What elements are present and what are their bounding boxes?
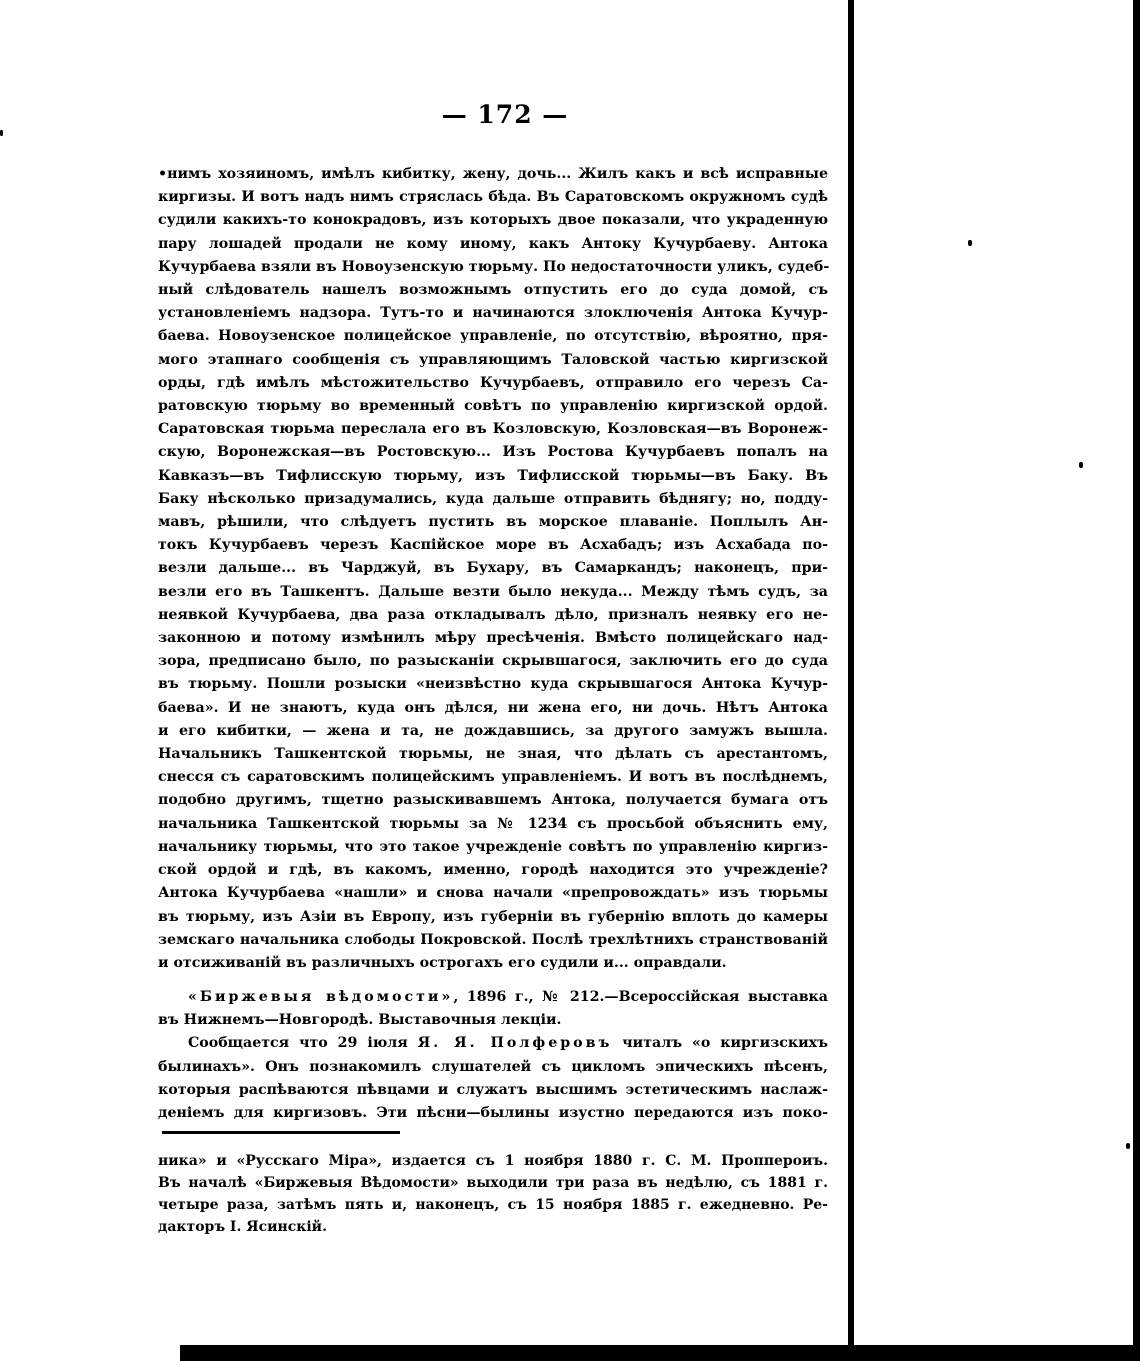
text-line: •нимъ хозяиномъ, имѣлъ кибитку, жену, дочь... Жилъ какъ и всѣ исправные xyxy=(158,166,828,182)
text-line: Начальникъ Ташкентской тюрьмы, не зная, что дѣлать съ арестантомъ, xyxy=(158,746,828,763)
text-line: въ тюрьму, изъ Азіи въ Европу, изъ губерніи въ губернію вплоть до камеры xyxy=(158,908,828,925)
newspaper-paragraph xyxy=(158,986,828,1125)
report-line xyxy=(158,1032,828,1055)
text-line: былинахъ». Онъ познакомилъ слушателей съ цикломъ эпическихъ пѣсенъ, xyxy=(158,1058,828,1075)
scan-border-line xyxy=(848,0,854,1361)
scan-speck xyxy=(1126,1143,1130,1149)
text-line: въ Нижнемъ—Новгородѣ. Выставочныя лекціи. xyxy=(158,1012,562,1029)
text-line: начальника Ташкентской тюрьмы за № 1234 съ просьбой объяснить ему, xyxy=(158,815,828,832)
report-start: Сообщается что 29 іюля xyxy=(188,1035,408,1052)
text-line: везли дальше... въ Чарджуй, въ Бухару, въ Самаркандъ; наконецъ, при- xyxy=(158,560,828,577)
footnote-line: Въ началѣ «Биржевыя Вѣдомости» выходили три раза въ недѣлю, съ 1881 г. xyxy=(158,1175,828,1191)
source-title: «Биржевыя вѣдомости» xyxy=(188,989,454,1005)
text-line: Кавказъ—въ Тифлисскую тюрьму, изъ Тифлисской тюрьмы—въ Баку. Въ xyxy=(158,467,828,484)
text-line: везли его въ Ташкентъ. Дальше везти было некуда... Между тѣмъ судъ, за xyxy=(158,583,828,600)
text-line: законною и потому измѣнилъ мѣру пресѣченія. Вмѣсто полицейскаго над- xyxy=(158,630,828,647)
text-line: установленіемъ надзора. Тутъ-то и начинаются злоключенія Антока Кучур- xyxy=(158,305,828,322)
text-line: Саратовская тюрьма переслала его въ Козловскую, Козловская—въ Воронеж- xyxy=(158,421,828,438)
text-line: ской ордой и гдѣ, въ какомъ, именно, городѣ находится это учрежденіе? xyxy=(158,862,828,879)
scan-edge-line xyxy=(1133,0,1140,1361)
text-line: деніемъ для киргизовъ. Эти пѣсни—былины изустно передаются изъ поко- xyxy=(158,1105,828,1122)
footnote-divider xyxy=(162,1131,400,1134)
text-line: мого этапнаго сообщенія съ управляющимъ Таловской частью киргизской xyxy=(158,351,828,368)
source-line xyxy=(158,986,828,1009)
text-line: Баку нѣсколько призадумались, куда дальше отправить бѣднягу; но, подду- xyxy=(158,490,828,507)
footnote xyxy=(158,1150,828,1238)
report-rest: читалъ «о киргизскихъ xyxy=(622,1035,828,1052)
text-line: токъ Кучурбаевъ черезъ Каспійское море въ Асхабадъ; изъ Асхабада по- xyxy=(158,537,828,554)
text-line: ратовскую тюрьму во временный совѣтъ по управленію киргизской ордой. xyxy=(158,398,828,415)
text-line: зора, предписано было, по разысканіи скрывшагося, заключить его до суда xyxy=(158,653,828,670)
text-line: земскаго начальника слободы Покровской. Послѣ трехлѣтнихъ странствованій xyxy=(158,931,828,948)
text-line: снесся съ саратовскимъ полицейскимъ управленіемъ. И вотъ въ послѣднемъ, xyxy=(158,769,828,786)
footnote-line: четыре раза, затѣмъ пять и, наконецъ, съ 15 ноября 1885 г. ежедневно. Ре- xyxy=(158,1197,828,1213)
text-line: пару лошадей продали не кому иному, какъ Антоку Кучурбаеву. Антока xyxy=(158,235,828,252)
text-line: неявкой Кучурбаева, два раза откладывалъ дѣло, призналъ неявку его не- xyxy=(158,606,828,623)
text-line: подобно другимъ, тщетно разыскивавшемъ Антока, получается бумага отъ xyxy=(158,792,828,809)
scan-speck xyxy=(1079,462,1083,468)
text-line: и его кибитки, — жена и та, не дождавшись, за другого замужъ вышла. xyxy=(158,722,828,739)
footnote-line: дакторъ І. Ясинскій. xyxy=(158,1219,327,1235)
text-line: баева. Новоузенское полицейское управленіе, по отсутствію, вѣроятно, пря- xyxy=(158,328,828,345)
text-line: и отсиживаній въ различныхъ острогахъ его судили и... оправдали. xyxy=(158,954,727,971)
text-line: Кучурбаева взяли въ Новоузенскую тюрьму. По недостаточности уликъ, судеб- xyxy=(158,258,830,275)
page-number: — 172 — xyxy=(441,100,569,129)
text-line: ный слѣдователь нашелъ возможнымъ отпустить его до суда домой, съ xyxy=(158,282,828,299)
text-line: Антока Кучурбаева «нашли» и снова начали «препровождать» изъ тюрьмы xyxy=(158,885,828,902)
scan-bottom-edge xyxy=(180,1345,1140,1361)
text-line: орды, гдѣ имѣлъ мѣстожительство Кучурбаевъ, отправило его черезъ Са- xyxy=(158,374,828,391)
text-line: баева». И не знаютъ, куда онъ дѣлся, ни жена его, ни дочь. Нѣтъ Антока xyxy=(158,699,828,716)
text-line: которыя распѣваются пѣвцами и служатъ высшимъ эстетическимъ наслаж- xyxy=(158,1081,828,1098)
text-line: судили какихъ-то конокрадовъ, изъ которыхъ двое показали, что украденную xyxy=(158,212,828,229)
text-line: киргизы. И вотъ надъ нимъ стряслась бѣда. Въ Саратовскомъ окружномъ судѣ xyxy=(158,189,828,206)
scan-speck xyxy=(968,240,972,246)
text-line: скую, Воронежская—въ Ростовскую... Изъ Ростова Кучурбаевъ попалъ на xyxy=(158,444,828,461)
text-line: въ тюрьму. Пошли розыски «неизвѣстно куда скрывшагося Антока Кучур- xyxy=(158,676,828,693)
lecturer-name: Я. Я. Полферовъ xyxy=(417,1035,613,1052)
text-line: начальнику тюрьмы, что это такое учрежденіе совѣтъ по управленію киргиз- xyxy=(158,838,828,855)
main-paragraph xyxy=(158,163,828,975)
source-details: , 1896 г., № 212.—Всероссійская выставка xyxy=(453,989,828,1005)
footnote-line: ника» и «Русскаго Міра», издается съ 1 ноября 1880 г. С. М. Проппероиъ. xyxy=(158,1153,828,1169)
text-line: мавъ, рѣшили, что слѣдуетъ пустить въ морское плаваніе. Поплылъ Ан- xyxy=(158,514,828,531)
scan-speck xyxy=(0,130,3,136)
